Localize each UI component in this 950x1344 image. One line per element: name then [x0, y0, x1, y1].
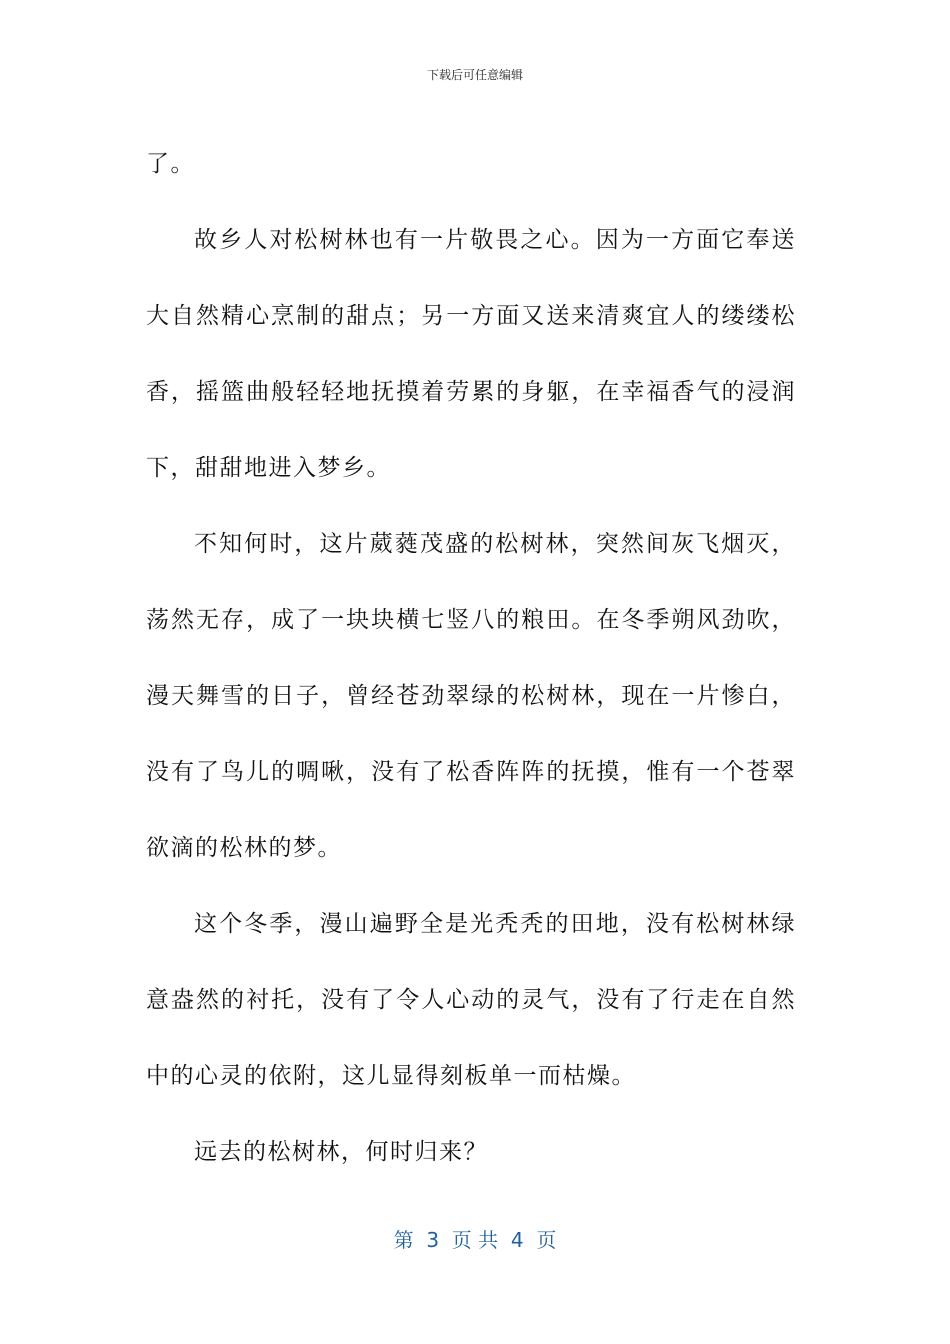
paragraph: 故乡人对松树林也有一片敬畏之心。因为一方面它奉送大自然精心烹制的甜点；另一方面又送来清爽宜人的缕缕松香，摇篮曲般轻轻地抚摸着劳累的身躯，在幸福香气的浸润下，甜甜地进入梦乡。: [146, 227, 796, 481]
page-number-footer: 第 3 页 共 4 页: [393, 1228, 557, 1252]
paragraph: 远去的松树林，何时归来？: [194, 1139, 488, 1165]
article-body: [146, 126, 796, 1190]
paragraph: 这个冬季，漫山遍野全是光秃秃的田地，没有松树林绿意盎然的衬托，没有了令人心动的灵气，没有了行走在自然中的心灵的依附，这儿显得刻板单一而枯燥。: [146, 911, 796, 1089]
paragraph: 不知何时，这片葳蕤茂盛的松树林，突然间灰飞烟灭，荡然无存，成了一块块横七竖八的粮田。在冬季朔风劲吹，漫天舞雪的日子，曾经苍劲翠绿的松树林，现在一片惨白，没有了鸟儿的啁啾，没有了松香阵阵的抚摸，惟有一个苍翠欲滴的松林的梦。: [146, 531, 796, 861]
page-header: 下载后可任意编辑: [426, 68, 523, 82]
paragraph: 了。: [146, 151, 195, 177]
